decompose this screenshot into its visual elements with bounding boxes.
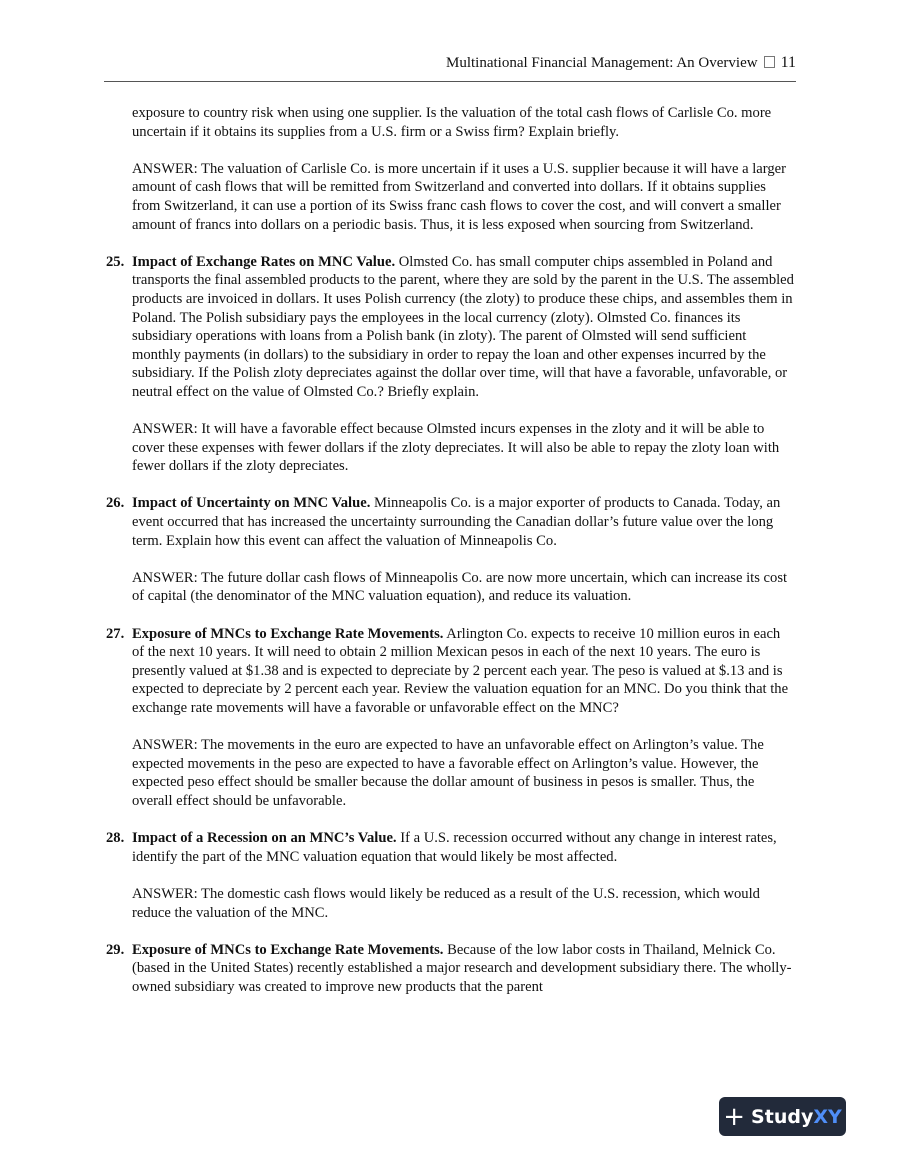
answer-25: ANSWER: It will have a favorable effect because Olmsted incurs expenses in the zloty and it will be able to cover these expenses with fewer dollars if the zloty depreciates. It will also be able to repay the zloty loan with fewer dollars if the zloty depreciates. bbox=[132, 421, 780, 475]
question-text: Because of the low labor costs in Thailand, Melnick Co. (based in the United States) recently established a major research and development subsidiary there. The wholly-owned subsidiary was created to improve new products that the parent bbox=[132, 941, 792, 995]
page-header bbox=[104, 52, 796, 82]
question-title: Impact of a Recession on an MNC’s Value. bbox=[132, 830, 397, 847]
answer-26: ANSWER: The future dollar cash flows of Minneapolis Co. are now more uncertain, which can increase its cost of capital (the denominator of the MNC valuation equation), and reduce its valuation. bbox=[132, 569, 788, 605]
continued-question-text: exposure to country risk when using one supplier. Is the valuation of the total cash flows of Carlisle Co. more uncertain if it obtains its supplies from a U.S. firm or a Swiss firm? Explain briefly. bbox=[132, 105, 772, 140]
question-body bbox=[132, 625, 794, 718]
question-text: Arlington Co. expects to receive 10 million euros in each of the next 10 years. It will need to obtain 2 million Mexican pesos in each of the next 10 years. The euro is presently valued at $1.38 and is expected to depreciate by 2 percent each year. The peso is valued at $.13 and is expected to depreciate by 2 percent each year. Review the valuation equation for an MNC. Do you think that the exchange rate movements will have a favorable or unfavorable effect on the MNC? bbox=[132, 625, 789, 716]
answer-27: ANSWER: The movements in the euro are expected to have an unfavorable effect on Arlington’s value. The expected movements in the peso are expected to have a favorable effect on Arlington’s value. However, the expected peso effect should be smaller because the dollar amount of business in pesos is smaller. Thus, the overall effect should be unfavorable. bbox=[132, 737, 764, 809]
question-text: If a U.S. recession occurred without any change in interest rates, identify the part of the MNC valuation equation that would likely be most affected. bbox=[132, 830, 777, 865]
question-number: 26. bbox=[106, 495, 125, 512]
question-25 bbox=[106, 253, 794, 402]
page-number: 11 bbox=[780, 54, 796, 71]
question-body bbox=[132, 941, 794, 997]
question-27 bbox=[106, 625, 794, 718]
question-text: Olmsted Co. has small computer chips assembled in Poland and transports the final assembled products to the parent, where they are sold by the parent in the U.S. The assembled products are invoiced in dollars. It uses Polish currency (the zloty) to produce these chips, and assembles them in Poland. The Polish subsidiary pays the employees in the local currency (zloty). Olmsted Co. finances its subsidiary operations with loans from a Polish bank (in zloty). The parent of Olmsted will send sufficient monthly payments (in dollars) to the subsidiary in order to repay the loan and other expenses incurred by the subsidiary. If the Polish zloty depreciates against the dollar over time, will that have a favorable, unfavorable, or neutral effect on the value of Olmsted Co.? Briefly explain. bbox=[132, 253, 794, 400]
question-26 bbox=[106, 494, 794, 550]
question-number: 25. bbox=[106, 253, 125, 270]
question-title: Exposure of MNCs to Exchange Rate Movements. bbox=[132, 941, 444, 958]
question-body bbox=[132, 253, 794, 402]
question-number: 27. bbox=[106, 625, 125, 642]
header-square-icon bbox=[764, 56, 775, 68]
document-body bbox=[106, 104, 794, 1015]
studyxy-logo[interactable] bbox=[719, 1097, 846, 1136]
brand-name-accent: XY bbox=[813, 1105, 842, 1128]
question-28 bbox=[106, 829, 794, 866]
continued-answer: ANSWER: The valuation of Carlisle Co. is more uncertain if it uses a U.S. supplier because it will have a larger amount of cash flows that will be remitted from Switzerland and converted into dollars. If it obtains supplies from Switzerland, it can use a portion of its Swiss franc cash flows to cover the cost, and will convert a smaller amount of francs into dollars on a periodic basis. Thus, it is less exposed when sourcing from Switzerland. bbox=[132, 160, 786, 233]
question-body bbox=[132, 829, 794, 866]
question-text: Minneapolis Co. is a major exporter of products to Canada. Today, an event occurred that has increased the uncertainty surrounding the Canadian dollar’s future value over the long term. Explain how this event can affect the valuation of Minneapolis Co. bbox=[132, 495, 781, 549]
answer-28: ANSWER: The domestic cash flows would likely be reduced as a result of the U.S. recession, which would reduce the valuation of the MNC. bbox=[132, 885, 760, 921]
question-title: Impact of Uncertainty on MNC Value. bbox=[132, 495, 371, 512]
header-title: Multinational Financial Management: An Overview bbox=[445, 55, 758, 71]
question-body bbox=[132, 494, 794, 550]
question-number: 29. bbox=[106, 941, 125, 958]
question-title: Impact of Exchange Rates on MNC Value. bbox=[132, 253, 396, 270]
question-number: 28. bbox=[106, 830, 125, 847]
question-29 bbox=[106, 941, 794, 997]
question-title: Exposure of MNCs to Exchange Rate Movements. bbox=[132, 625, 444, 642]
brand-name-prefix: Study bbox=[751, 1105, 814, 1128]
plus-icon: + bbox=[723, 1101, 746, 1132]
